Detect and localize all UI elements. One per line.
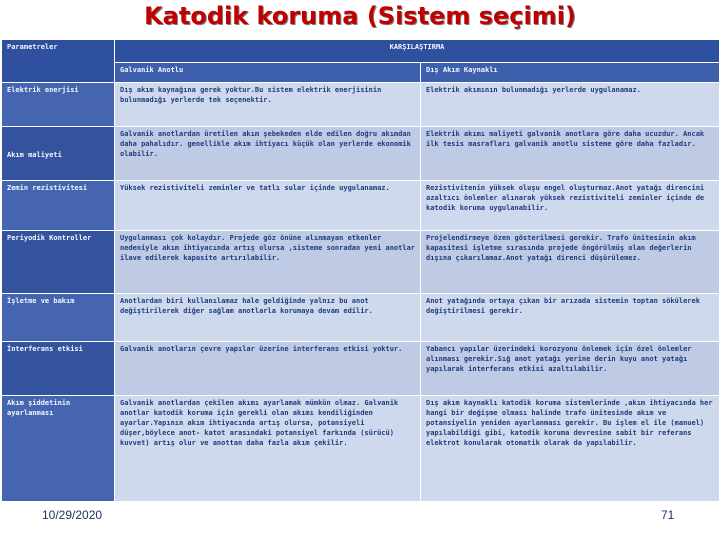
row-dis-akim-cell: Anot yatağında ortaya çıkan bir arızada sistemin toptan sökülerek değiştirilmesi gerekir. [421,294,720,342]
row-param: Akım şiddetinin ayarlanması [2,396,115,502]
row-param: Elektrik enerjisi [2,83,115,127]
footer-date: 10/29/2020 [42,508,103,522]
row-param: Akım maliyeti [2,127,115,181]
galvanik-column-header: Galvanik Anotlu [115,63,421,83]
table-row [2,294,720,342]
row-galvanik-cell: Galvanik anotlardan çekilen akımı ayarlamak mümkün olmaz. Galvanik anotlar katodik koruma için gerekli olan akımı kendiliğinden ayarlar.Yapının akım ihtiyacında artış olursa, potansiyeli düşer,böylece anot- katot arasındaki potansiyel farkında (sürücü) kuvvet) artış olur ve anottan daha fazla akım çekilir. [115,396,421,502]
row-dis-akim-cell: Yabancı yapılar üzerindeki korozyonu önlemek için özel önlemler alınması gerekir.Sığ anot yatağı yerine derin kuyu anot yatağı yapılarak interferans etkisi azaltılabilir. [421,342,720,396]
table-row [2,127,720,181]
row-dis-akim-cell: Dış akım kaynaklı katodik koruma sistemlerinde ,akım ihtiyacında her hangi bir değişme olması halinde trafo ünitesinde akım ve potansiyelin yeniden ayarlanması gerekir. Bu işlem el ile (manuel) yapılabildiği gibi, katodik koruma devresine sabit bir referans elektrot konularak otomatik olarak da yapılabilir. [421,396,720,502]
slide-title: Katodik koruma (Sistem seçimi) [144,2,576,30]
row-param: Periyodik Kontroller [2,231,115,294]
row-param: İnterferans etkisi [2,342,115,396]
table-row [2,83,720,127]
row-galvanik-cell: Uygulanması çok kolaydır. Projede göz önüne alınmayan etkenler nedeniyle akım ihtiyacında artış olursa ,sisteme sonradan yeni anotlar ilave edilerek kapasite artırılabilir. [115,231,421,294]
row-dis-akim-cell: Elektrik akımı maliyeti galvanik anotlara göre daha ucuzdur. Ancak ilk tesis masrafları galvanik anotlu sisteme göre daha fazladır. [421,127,720,181]
row-galvanik-cell: Yüksek rezistiviteli zeminler ve tatlı sular içinde uygulanamaz. [115,181,421,231]
row-galvanik-cell: Galvanik anotlardan üretilen akım şebekeden elde edilen doğru akımdan daha pahalıdır. genellikle akım ihtiyacı küçük olan yerlerde ekonomik olabilir. [115,127,421,181]
row-param: Zemin rezistivitesi [2,181,115,231]
table-row [2,231,720,294]
table-row [2,181,720,231]
dis-akim-column-header: Dış Akım Kaynaklı [421,63,720,83]
compare-header: KARŞILAŞTIRMA [115,40,720,63]
comparison-table [1,39,720,502]
page-number: 71 [661,508,675,522]
table-header-row [2,40,720,63]
row-dis-akim-cell: Rezistivitenin yüksek oluşu engel oluşturmaz.Anot yatağı direncini azaltıcı önlemler alınarak yüksek rezistiviteli zeminler içinde de katodik koruma uygulanabilir. [421,181,720,231]
row-dis-akim-cell: Projelendirmeye özen gösterilmesi gerekir. Trafo ünitesinin akım kapasitesi işletme sırasında projede öngörülmüş olan değerlerin dışına çıkarılamaz.Anot yatağı direnci düşürülemez. [421,231,720,294]
row-param: İşletme ve bakım [2,294,115,342]
row-galvanik-cell: Anotlardan biri kullanılamaz hale geldiğinde yalnız bu anot değiştirilerek diğer sağlam anotlarla korumaya devam edilir. [115,294,421,342]
row-galvanik-cell: Galvanik anotların çevre yapılar üzerine interferans etkisi yoktur. [115,342,421,396]
table-row [2,342,720,396]
table-row [2,396,720,502]
row-galvanik-cell: Dış akım kaynağına gerek yoktur.Bu sistem elektrik enerjisinin bulunmadığı yerlerde tek seçenektir. [115,83,421,127]
row-dis-akim-cell: Elektrik akımının bulunmadığı yerlerde uygulanamaz. [421,83,720,127]
param-header: Parametreler [2,40,115,83]
